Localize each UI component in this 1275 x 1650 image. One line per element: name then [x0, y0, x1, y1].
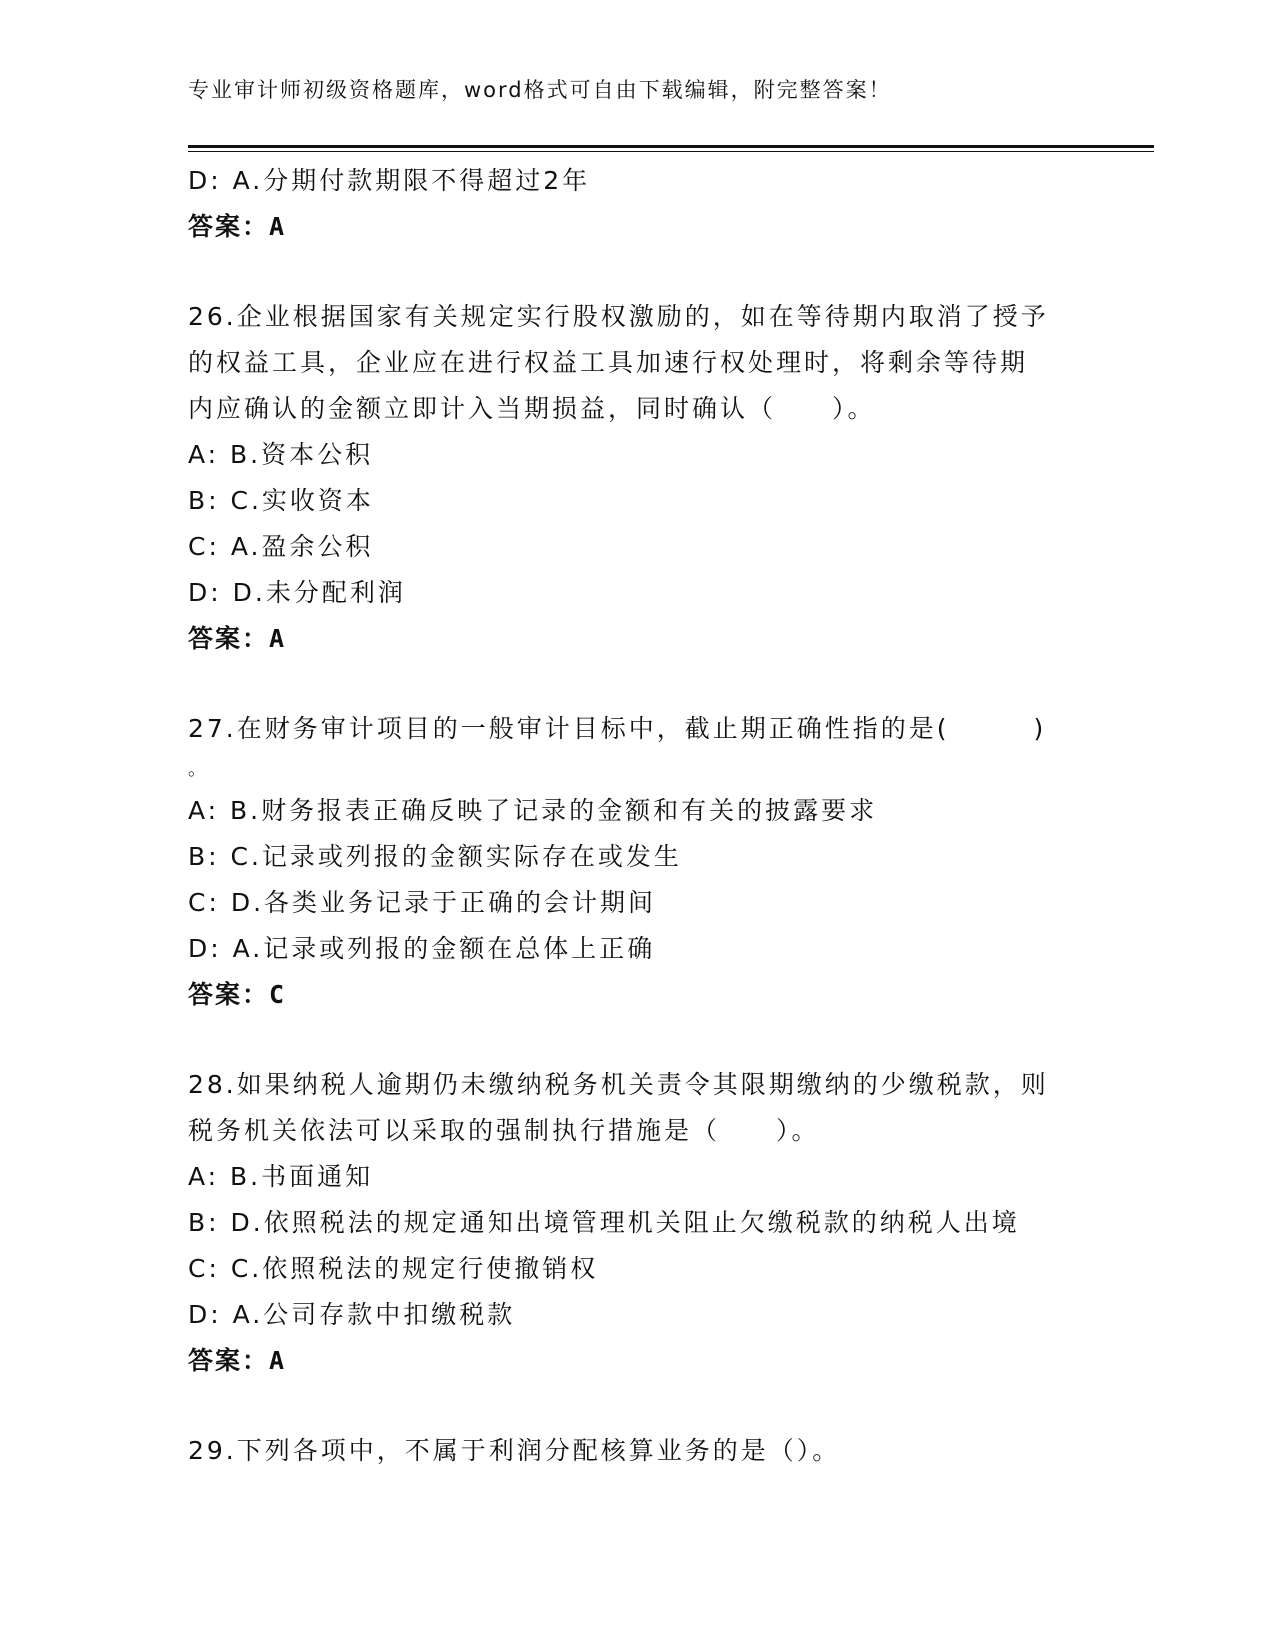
option-b: B: D.依照税法的规定通知出境管理机关阻止欠缴税款的纳税人出境 — [188, 1208, 1020, 1237]
spacer — [188, 250, 1088, 294]
spacer — [188, 1018, 1088, 1062]
question-stem-line: 税务机关依法可以采取的强制执行措施是（ ）。 — [188, 1116, 820, 1145]
question-27 — [188, 706, 1088, 1018]
option-d: D: D.未分配利润 — [188, 578, 406, 607]
question-content — [188, 158, 1088, 1474]
question-26 — [188, 294, 1088, 662]
answer-label: 答案： — [188, 624, 270, 653]
answer-line — [188, 1338, 1088, 1384]
question-stem-line: 内应确认的金额立即计入当期损益，同时确认（ ）。 — [188, 394, 876, 423]
page-header: 专业审计师初级资格题库，word格式可自由下载编辑，附完整答案！ — [188, 78, 892, 102]
option-d: D: A.公司存款中扣缴税款 — [188, 1300, 516, 1329]
option-a: A: B.财务报表正确反映了记录的金额和有关的披露要求 — [188, 796, 878, 825]
option-c: C: D.各类业务记录于正确的会计期间 — [188, 888, 657, 917]
option-a: A: B.书面通知 — [188, 1162, 374, 1191]
option-c: C: C.依照税法的规定行使撤销权 — [188, 1254, 599, 1283]
question-29 — [188, 1428, 1088, 1474]
option-d: D: A.分期付款期限不得超过2年 — [188, 166, 591, 195]
question-28 — [188, 1062, 1088, 1384]
option-c: C: A.盈余公积 — [188, 532, 374, 561]
question-stem-line: 28.如果纳税人逾期仍未缴纳税务机关责令其限期缴纳的少缴税款，则 — [188, 1070, 1049, 1099]
answer-line — [188, 972, 1088, 1018]
question-stem-line: 29.下列各项中，不属于利润分配核算业务的是（）。 — [188, 1436, 841, 1465]
header-divider-thick — [188, 145, 1154, 148]
answer-value: C — [269, 980, 287, 1009]
option-b: B: C.实收资本 — [188, 486, 374, 515]
answer-label: 答案： — [188, 1346, 270, 1375]
answer-value: A — [269, 624, 287, 653]
header-divider-thin — [188, 151, 1154, 152]
option-b: B: C.记录或列报的金额实际存在或发生 — [188, 842, 682, 871]
answer-label: 答案： — [188, 212, 270, 241]
question-stem-line: 26.企业根据国家有关规定实行股权激励的，如在等待期内取消了授予 — [188, 302, 1049, 331]
option-a: A: B.资本公积 — [188, 440, 374, 469]
spacer — [188, 662, 1088, 706]
option-d: D: A.记录或列报的金额在总体上正确 — [188, 934, 656, 963]
answer-label: 答案： — [188, 980, 270, 1009]
question-stem-line: 的权益工具，企业应在进行权益工具加速行权处理时，将剩余等待期 — [188, 348, 1029, 377]
answer-line — [188, 616, 1088, 662]
answer-value: A — [269, 1346, 287, 1375]
spacer — [188, 1384, 1088, 1428]
question-stem-line: 27.在财务审计项目的一般审计目标中，截止期正确性指的是( ) — [188, 714, 1047, 743]
question-stem-line: 。 — [188, 759, 209, 780]
answer-line — [188, 204, 1088, 250]
answer-value: A — [269, 212, 287, 241]
